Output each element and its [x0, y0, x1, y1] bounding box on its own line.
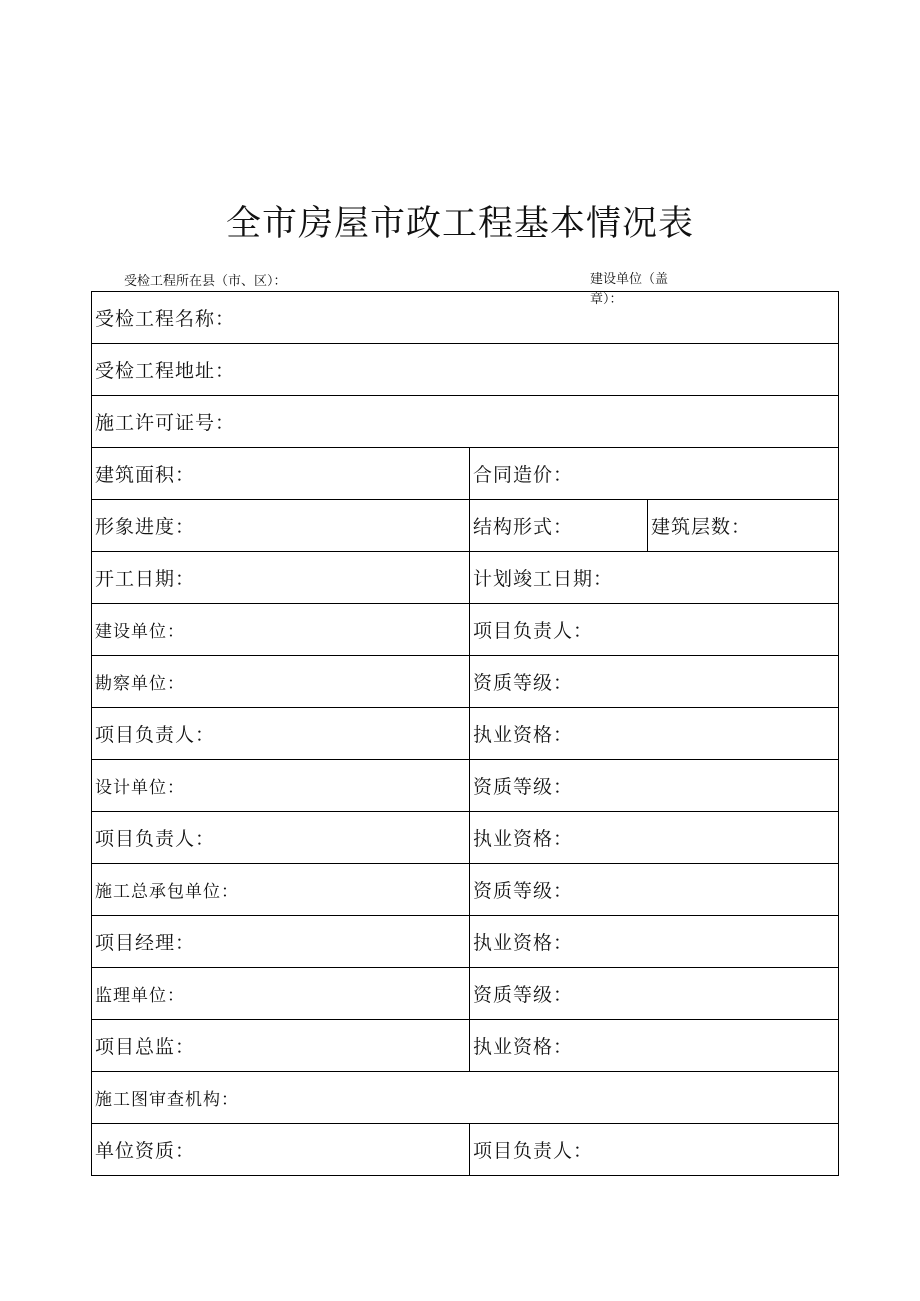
start-date-cell[interactable]: 开工日期： — [92, 552, 470, 604]
table-row — [92, 656, 839, 708]
project-manager-cert-cell[interactable]: 执业资格： — [470, 916, 839, 968]
table-row — [92, 916, 839, 968]
table-row — [92, 760, 839, 812]
planned-completion-cell[interactable]: 计划竣工日期： — [470, 552, 839, 604]
chief-supervisor-cert-cell[interactable]: 执业资格： — [470, 1020, 839, 1072]
survey-unit-qualification-cell[interactable]: 资质等级： — [470, 656, 839, 708]
county-label: 受检工程所在县（市、区）： — [124, 274, 287, 289]
project-manager-cell[interactable]: 项目经理： — [92, 916, 470, 968]
construction-unit-cell[interactable]: 建设单位： — [92, 604, 470, 656]
project-info-table — [91, 291, 839, 1176]
drawing-review-agency-cell[interactable]: 施工图审查机构： — [92, 1072, 839, 1124]
structure-type-cell[interactable]: 结构形式： — [470, 500, 648, 552]
project-address-cell[interactable]: 受检工程地址： — [92, 344, 839, 396]
general-contractor-cell[interactable]: 施工总承包单位： — [92, 864, 470, 916]
table-row — [92, 864, 839, 916]
table-row — [92, 552, 839, 604]
table-row — [92, 500, 839, 552]
design-unit-cell[interactable]: 设计单位： — [92, 760, 470, 812]
review-unit-qualification-cell[interactable]: 单位资质： — [92, 1124, 470, 1176]
survey-leader-cert-cell[interactable]: 执业资格： — [470, 708, 839, 760]
table-row — [92, 1020, 839, 1072]
table-row — [92, 448, 839, 500]
contract-cost-cell[interactable]: 合同造价： — [470, 448, 839, 500]
page-title: 全市房屋市政工程基本情况表 — [225, 204, 694, 244]
progress-cell[interactable]: 形象进度： — [92, 500, 470, 552]
survey-unit-cell[interactable]: 勘察单位： — [92, 656, 470, 708]
table-row — [92, 344, 839, 396]
table-row — [92, 396, 839, 448]
table-row — [92, 1124, 839, 1176]
review-leader-cell[interactable]: 项目负责人： — [470, 1124, 839, 1176]
permit-number-cell[interactable]: 施工许可证号： — [92, 396, 839, 448]
table-row — [92, 968, 839, 1020]
general-contractor-qualification-cell[interactable]: 资质等级： — [470, 864, 839, 916]
table-row — [92, 292, 839, 344]
design-unit-qualification-cell[interactable]: 资质等级： — [470, 760, 839, 812]
building-area-cell[interactable]: 建筑面积： — [92, 448, 470, 500]
design-leader-cell[interactable]: 项目负责人： — [92, 812, 470, 864]
table-row — [92, 1072, 839, 1124]
project-name-cell[interactable]: 受检工程名称： — [92, 292, 839, 344]
survey-leader-cell[interactable]: 项目负责人： — [92, 708, 470, 760]
table-row — [92, 604, 839, 656]
construction-unit-leader-cell[interactable]: 项目负责人： — [470, 604, 839, 656]
builder-seal-label: 建设单位（盖章）： — [590, 272, 669, 307]
chief-supervisor-cell[interactable]: 项目总监： — [92, 1020, 470, 1072]
floors-cell[interactable]: 建筑层数： — [648, 500, 839, 552]
supervision-unit-qualification-cell[interactable]: 资质等级： — [470, 968, 839, 1020]
table-row — [92, 708, 839, 760]
table-row — [92, 812, 839, 864]
design-leader-cert-cell[interactable]: 执业资格： — [470, 812, 839, 864]
supervision-unit-cell[interactable]: 监理单位： — [92, 968, 470, 1020]
